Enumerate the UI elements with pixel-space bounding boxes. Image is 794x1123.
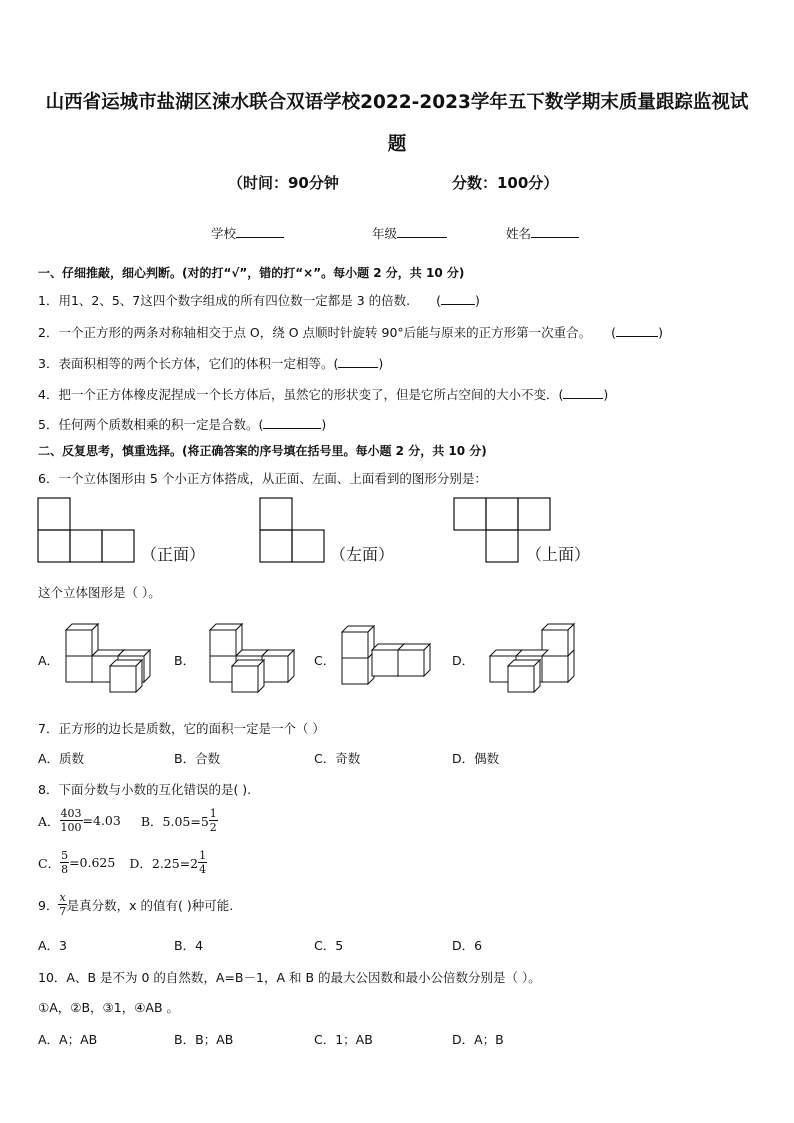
- question-4-text: 4．把一个正方体橡皮泥捏成一个长方体后，虽然它的形状变了，但是它所占空间的大小不变．: [38, 387, 559, 402]
- option-8b-label: B．5.05=5: [140, 813, 209, 829]
- option-10d[interactable]: D．A；B: [452, 1032, 504, 1047]
- question-8-stem: 8．下面分数与小数的互化错误的是( ).: [38, 782, 252, 797]
- option-8a-decimal: =4.03: [82, 813, 121, 828]
- option-7c[interactable]: C．奇数: [314, 751, 361, 766]
- section-1-heading: 一、仔细推敲，细心判断。(对的打“√”，错的打“×”。每小题 2 分，共 10 分): [38, 266, 465, 280]
- option-10c[interactable]: C．1；AB: [314, 1032, 373, 1047]
- answer-blank-1[interactable]: [441, 292, 475, 305]
- option-8d-fraction: $\frac{1}{4}$: [199, 849, 207, 876]
- option-7b[interactable]: B．合数: [174, 751, 221, 766]
- school-label: 学校: [211, 226, 237, 241]
- grade-field: [372, 224, 447, 242]
- school-blank[interactable]: [236, 225, 284, 238]
- question-2-text: 2．一个正方形的两条对称轴相交于点 O，绕 O 点顺时针旋转 90°后能与原来的正方形第一次重合。: [38, 325, 592, 340]
- question-3-text: 3．表面积相等的两个长方体，它们的体积一定相等。: [38, 356, 334, 371]
- exam-time: （时间：90分钟: [228, 174, 339, 192]
- question-5-text: 5．任何两个质数相乘的积一定是合数。: [38, 417, 259, 432]
- question-8-options-cd: [38, 850, 207, 875]
- name-field: [506, 224, 579, 242]
- question-9: [38, 892, 233, 917]
- left-view-figure: [258, 496, 332, 566]
- option-10a[interactable]: A．A；AB: [38, 1032, 98, 1047]
- answer-blank-4[interactable]: [563, 386, 603, 399]
- option-6a-cubes[interactable]: [62, 622, 154, 694]
- option-6c-cubes[interactable]: [338, 622, 434, 694]
- option-6a-label: A．: [38, 653, 60, 668]
- grade-blank[interactable]: [397, 225, 447, 238]
- top-view-label: （上面）: [526, 545, 591, 564]
- question-1: 1．用1、2、5、7这四个数字组成的所有四位数一定都是 3 的倍数. ( ): [38, 293, 480, 308]
- page-title: 山西省运城市盐湖区涑水联合双语学校2022-2023学年五下数学期末质量跟踪监视试: [45, 92, 749, 113]
- option-8a-fraction: $\frac{403}{100}$: [60, 807, 82, 834]
- option-8d-label: D．2.25=2: [129, 855, 199, 871]
- answer-blank-3[interactable]: [338, 355, 378, 368]
- question-2: 2．一个正方形的两条对称轴相交于点 O，绕 O 点顺时针旋转 90°后能与原来的正方形第一次重合。 ( ): [38, 325, 663, 340]
- school-field: [211, 224, 284, 242]
- option-7d[interactable]: D．偶数: [452, 751, 500, 766]
- front-view-figure: [36, 496, 142, 566]
- option-6d-label: D．: [452, 653, 475, 668]
- option-9c[interactable]: C．5: [314, 938, 344, 953]
- option-8c-decimal: =0.625: [69, 855, 116, 870]
- name-label: 姓名: [506, 226, 532, 241]
- page-title-continued: 题: [387, 134, 407, 155]
- option-7a[interactable]: A．质数: [38, 751, 85, 766]
- exam-score: 分数：100分）: [452, 174, 559, 192]
- name-blank[interactable]: [531, 225, 579, 238]
- question-1-text: 1．用1、2、5、7这四个数字组成的所有四位数一定都是 3 的倍数.: [38, 293, 411, 308]
- section-2-heading: 二、反复思考，慎重选择。(将正确答案的序号填在括号里。每小题 2 分，共 10 分): [38, 444, 487, 458]
- question-7-stem: 7．正方形的边长是质数，它的面积一定是一个（ ）: [38, 721, 325, 736]
- option-8c-fraction: $\frac{5}{8}$: [61, 849, 69, 876]
- option-9b[interactable]: B．4: [174, 938, 204, 953]
- question-4: 4．把一个正方体橡皮泥捏成一个长方体后，虽然它的形状变了，但是它所占空间的大小不变．( ): [38, 387, 609, 402]
- question-8-options-ab: [38, 808, 218, 833]
- option-6c-label: C．: [314, 653, 336, 668]
- question-6-stem: 6．一个立体图形由 5 个小正方体搭成，从正面、左面、上面看到的图形分别是：: [38, 471, 487, 486]
- option-6b-label: B．: [174, 653, 196, 668]
- question-10-stem: 10．A、B 是不为 0 的自然数，A=B－1，A 和 B 的最大公因数和最小公倍数分别是（ ）。: [38, 970, 541, 985]
- option-8c-label: C．: [38, 855, 61, 871]
- question-9-fraction: $\frac{x}{7}$: [59, 891, 67, 918]
- question-9-stem: 是真分数，x 的值有( )种可能.: [66, 897, 234, 913]
- grade-label: 年级: [372, 226, 398, 241]
- option-8a-label: A．: [38, 813, 60, 829]
- question-5: 5．任何两个质数相乘的积一定是合数。( ): [38, 417, 327, 432]
- answer-blank-5[interactable]: [263, 416, 321, 429]
- left-view-label: （左面）: [330, 545, 395, 564]
- option-6d-cubes[interactable]: [486, 622, 578, 694]
- option-8b-fraction: $\frac{1}{2}$: [209, 807, 217, 834]
- front-view-label: （正面）: [141, 545, 206, 564]
- option-10b[interactable]: B．B；AB: [174, 1032, 234, 1047]
- question-9-prefix: 9．: [38, 897, 59, 913]
- question-6-prompt: 这个立体图形是（ ）。: [38, 585, 161, 600]
- answer-blank-2[interactable]: [616, 324, 658, 337]
- option-9d[interactable]: D．6: [452, 938, 483, 953]
- question-10-choices: ①A，②B，③1，④AB 。: [38, 1000, 180, 1015]
- question-3: 3．表面积相等的两个长方体，它们的体积一定相等。( ): [38, 356, 384, 371]
- option-6b-cubes[interactable]: [206, 622, 298, 694]
- option-9a[interactable]: A．3: [38, 938, 68, 953]
